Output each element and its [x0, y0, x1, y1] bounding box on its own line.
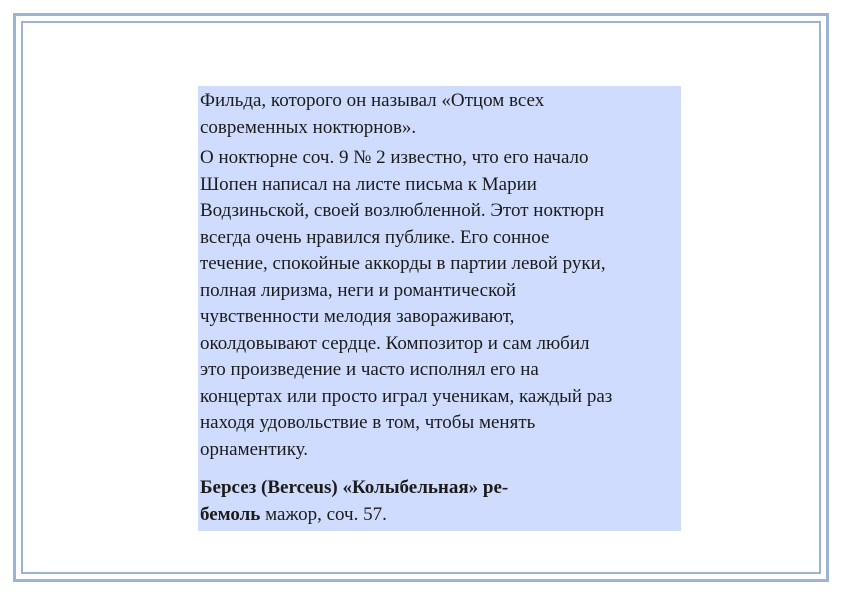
piece-title-rest: мажор, соч. 57. [260, 503, 387, 525]
piece-title-bold: Берсез (Berceus) «Колыбельная» ре- бемоль [200, 477, 509, 525]
paragraph-2: О ноктюрне соч. 9 № 2 известно, что его начало Шопен написал на листе письма к Марии Водзиньской, своей возлюбленной. Этот ноктюрн всегда очень нравился публике. Его сонное течение, спокойные аккорды в партии левой руки, полная лиризма, неги и романтической чувственности мелодия завораживают, околдовывают сердце. Композитор и сам любил это произведение и часто исполнял его на концертах или просто играл ученикам, каждый раз находя удовольствие в том, чтобы менять орнаментику. [200, 147, 613, 460]
text-box [198, 86, 681, 531]
paragraph-1: Фильда, которого он называл «Отцом всех современных ноктюрнов». [200, 90, 545, 138]
piece-title [200, 475, 681, 528]
